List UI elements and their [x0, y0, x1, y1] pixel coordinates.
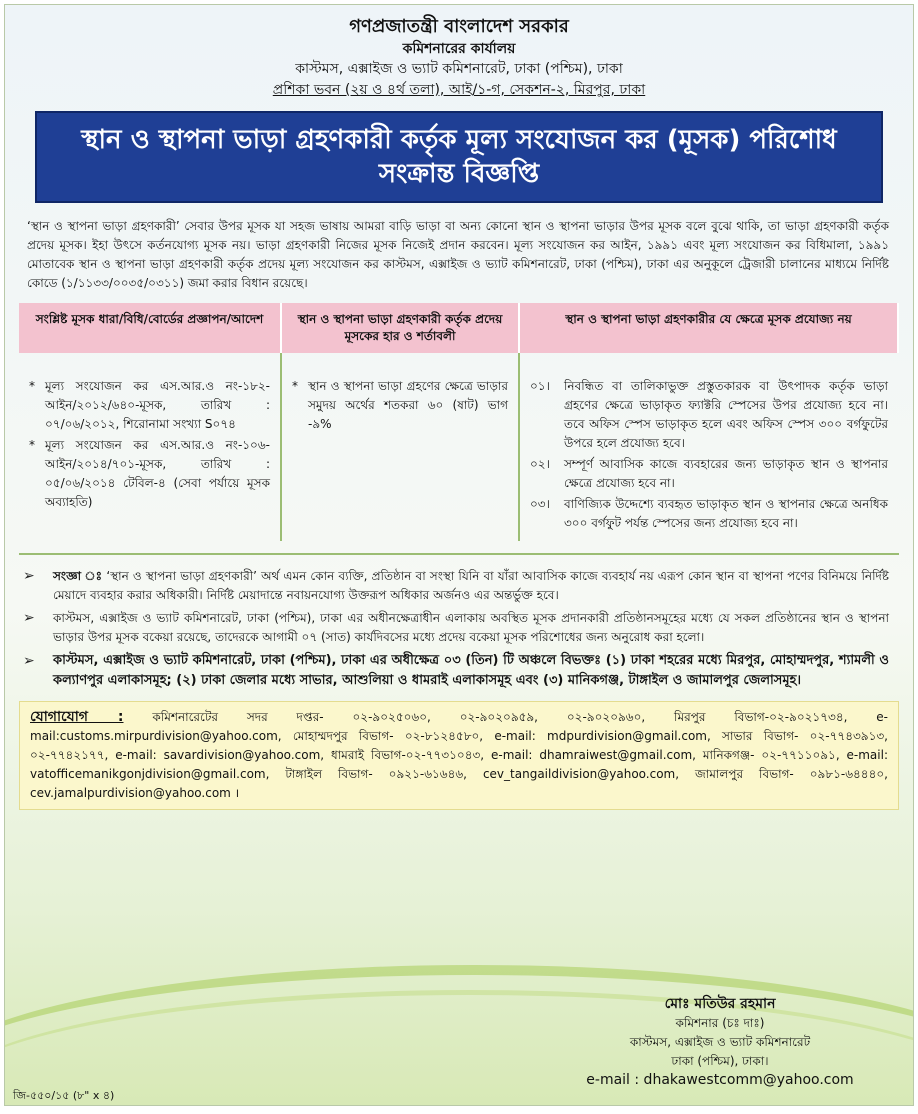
list-item: * মূল্য সংযোজন কর এস.আর.ও নং-১০৬-আইন/২০১৪/৭০১-মূসক, তারিখ : ০৫/০৬/২০১৪ টেবিল-৪ (সেবা পর্যায়ে মূসক অব্যাহতি) [29, 438, 270, 509]
notice-bullets [23, 567, 889, 691]
definition-label: সংজ্ঞা ঃ [53, 569, 103, 583]
office-address: প্রশিকা ভবন (২য় ও ৪র্থ তলা), আই/১-গ, সেকশন-২, মিরপুর, ঢাকা [272, 82, 646, 98]
signatory-email: e-mail : dhakawestcomm@yahoo.com [586, 1072, 854, 1088]
list-item: * মূল্য সংযোজন কর এস.আর.ও নং-১৮২-আইন/২০১২/৬৪০-মূসক, তারিখ : ০৭/০৬/২০১২, শিরোনামা সংখ্যা S০৭৪ [29, 379, 270, 431]
office-name: কমিশনারের কার্যালয় [402, 41, 516, 57]
table-header-cell: স্থান ও স্থাপনা ভাড়া গ্রহণকারীর যে ক্ষেত্রে মূসক প্রযোজ্য নয় [519, 303, 898, 353]
list-item: * স্থান ও স্থাপনা ভাড়া গ্রহণের ক্ষেত্রে ভাড়ার সমুদয় অর্থের শতকরা ৬০ (ষাট) ভাগ -৯% [292, 379, 508, 431]
signatory-city: ঢাকা (পশ্চিম), ঢাকা। [671, 1054, 769, 1068]
signatory-org: কাস্টমস, এক্সাইজ ও ভ্যাট কমিশনারেট [629, 1035, 811, 1049]
arrow-bullet-icon: ➢ [23, 653, 35, 669]
signature-block [535, 995, 905, 1090]
signatory-name: মোঃ মতিউর রহমান [664, 996, 776, 1012]
arrow-bullet-icon: ➢ [23, 568, 35, 584]
notice-title-banner: স্থান ও স্থাপনা ভাড়া গ্রহণকারী কর্তৃক মূল্য সংযোজন কর (মূসক) পরিশোধ সংক্রান্ত বিজ্ঞপ্তি [35, 111, 883, 203]
list-item: ➢ কাস্টমস, এক্সাইজ ও ভ্যাট কমিশনারেট, ঢাকা (পশ্চিম), ঢাকা এর অধীনক্ষেত্রাধীন এলাকায় অবস্থিত মূসক প্রদানকারী প্রতিষ্ঠানসমূহের মধ্যে যে সকল প্রতিষ্ঠানের স্থান ও স্থাপনা ভাড়ার উপর মূসক বকেয়া রয়েছে, তাদেরকে আগামী ০৭ (সাত) কার্যদিবসের মধ্যে প্রদেয় বকেয়া মূসক পরিশোধের জন্য অনুরোধ করা হলো। [23, 609, 889, 647]
notice-header [5, 15, 913, 101]
list-item: ➢ সংজ্ঞা ঃ ‘স্থান ও স্থাপনা ভাড়া গ্রহণকারী’ অর্থ এমন কোন ব্যক্তি, প্রতিষ্ঠান বা সংস্থা যিনি বা যাঁরা আবাসিক কাজে ব্যবহার্য নয় এরূপ কোন স্থান বা স্থাপনা পণের বিনিময়ে নির্দিষ্ট মেয়াদে ব্যবহার করার অধিকারী। নির্দিষ্ট মেয়াদান্তে নবায়নযোগ্য উক্তরূপ অধিকার অর্জনও এর অন্তর্ভুক্ত হবে। [23, 567, 889, 605]
table-header-cell: সংশ্লিষ্ট মূসক ধারা/বিধি/বোর্ডের প্রজ্ঞাপন/আদেশ [19, 303, 281, 353]
contact-details: কমিশনারেটের সদর দপ্তর- ০২-৯০২৫০৬০, ০২-৯০২০৯৫৯, ০২-৯০২০৯৬০, মিরপুর বিভাগ-০২-৯০২১৭৩৪, e-mail:customs.mirpurdivision@yahoo.com, মোহাম্মদপুর বিভাগ- ০২-৮১২৪৫৮০, e-mail: mdpurdivision@gmail.com, সাভার বিভাগ- ০২-৭৭৪৩৯১৩, ০২-৭৭৪২১৭৭, e-mail: savardivision@yahoo.com, ধামরাই বিভাগ-০২-৭৭৩১০৪৩, e-mail: dhamraiwest@gmail.com, মানিকগঞ্জ- ০২-৭৭১১০৯১, e-mail: vatofficemanikgonjdivision@gmail.com, টাঙ্গাইল বিভাগ- ০৯২১-৬১৬৪৬, cev_tangaildivision@yahoo.com, জামালপুর বিভাগ- ০৯৮১-৬৪৪৪০, cev.jamalpurdivision@yahoo.com । [30, 710, 888, 800]
list-item: ০১। নিবন্ধিত বা তালিকাভুক্ত প্রস্তুতকারক বা উৎপাদক কর্তৃক ভাড়া গ্রহণের ক্ষেত্রে ভাড়াকৃত ফ্যাক্টরি স্পেসের উপর প্রযোজ্য হবে না। তবে অফিস স্পেস ভাড়াকৃত হলে এবং অফিস স্পেস ৩০০ বর্গফুটের উপরে হলে প্রযোজ্য হবে। [530, 379, 888, 450]
contact-label: যোগাযোগ : [30, 709, 124, 725]
list-item: ০৩। বাণিজ্যিক উদ্দেশ্যে ব্যবহৃত ভাড়াকৃত স্থান ও স্থাপনার ক্ষেত্রে অনধিক ৩০০ বর্গফুট পর্যন্ত স্পেসের জন্য প্রযোজ্য হবে না। [530, 497, 888, 530]
list-item: ➢ কাস্টমস, এক্সাইজ ও ভ্যাট কমিশনারেট, ঢাকা (পশ্চিম), ঢাকা এর অধীক্ষেত্র ০৩ (তিন) টি অঞ্চলে বিভক্তঃ (১) ঢাকা শহরের মধ্যে মিরপুর, মোহাম্মদপুর, শ্যামলী ও কল্যাণপুর এলাকাসমূহ; (২) ঢাকা জেলার মধ্যে সাভার, আশুলিয়া ও ধামরাই এলাকাসমূহ এবং (৩) মানিকগঞ্জ, টাঙ্গাইল ও জামালপুর জেলাসমূহ। [23, 651, 889, 691]
intro-paragraph: ‘স্থান ও স্থাপনা ভাড়া গ্রহণকারী’ সেবার উপর মূসক যা সহজ ভাষায় আমরা বাড়ি ভাড়া বা অন্য কোনো স্থান ও স্থাপনা ভাড়ার উপর মূসক বলে বুঝে থাকি, তা ভাড়া গ্রহণকারী কর্তৃক প্রদেয় মূসক। ইহা উৎসে কর্তনযোগ্য মূসক নয়। ভাড়া গ্রহণকারী নিজের মূসক নিজেই প্রদান করবেন। মূল্য সংযোজন কর আইন, ১৯৯১ এবং মূল্য সংযোজন কর বিধিমালা, ১৯৯১ মোতাবেক স্থান ও স্থাপনা ভাড়া গ্রহণকারী কর্তৃক প্রদেয় মূল্য সংযোজন কর কাস্টমস, এক্সাইজ ও ভ্যাট কমিশনারেট, ঢাকা (পশ্চিম), ঢাকা এর অনুকূলে ট্রেজারী চালানের মাধ্যমে নির্দিষ্ট কোডে (১/১১৩৩/০০৩৫/০৩১১) জমা করার বিধান রয়েছে। [27, 219, 889, 290]
government-name: গণপ্রজাতন্ত্রী বাংলাদেশ সরকার [349, 16, 569, 37]
table-header-row [19, 303, 898, 353]
vat-rules-table [19, 303, 899, 541]
sro-reference-cell [19, 353, 281, 541]
table-header-cell: স্থান ও স্থাপনা ভাড়া গ্রহণকারী কর্তৃক প্রদেয় মূসকের হার ও শর্তাবলী [281, 303, 519, 353]
table-row [19, 353, 898, 541]
commissionerate-name: কাস্টমস, এক্সাইজ ও ভ্যাট কমিশনারেট, ঢাকা (পশ্চিম), ঢাকা [295, 61, 623, 77]
signatory-title: কমিশনার (চঃ দাঃ) [675, 1016, 765, 1030]
publication-code: জি-৫৫০/১৫ (৮" x ৪) [13, 1089, 115, 1102]
notice-page [4, 4, 914, 1106]
exemptions-cell [519, 353, 898, 541]
section-divider [19, 553, 899, 555]
contact-box [19, 701, 899, 810]
arrow-bullet-icon: ➢ [23, 610, 35, 626]
list-item: ০২। সম্পূর্ণ আবাসিক কাজে ব্যবহারের জন্য ভাড়াকৃত স্থান ও স্থাপনার ক্ষেত্রে প্রযোজ্য হবে না। [530, 457, 888, 490]
vat-rate-cell [281, 353, 519, 541]
